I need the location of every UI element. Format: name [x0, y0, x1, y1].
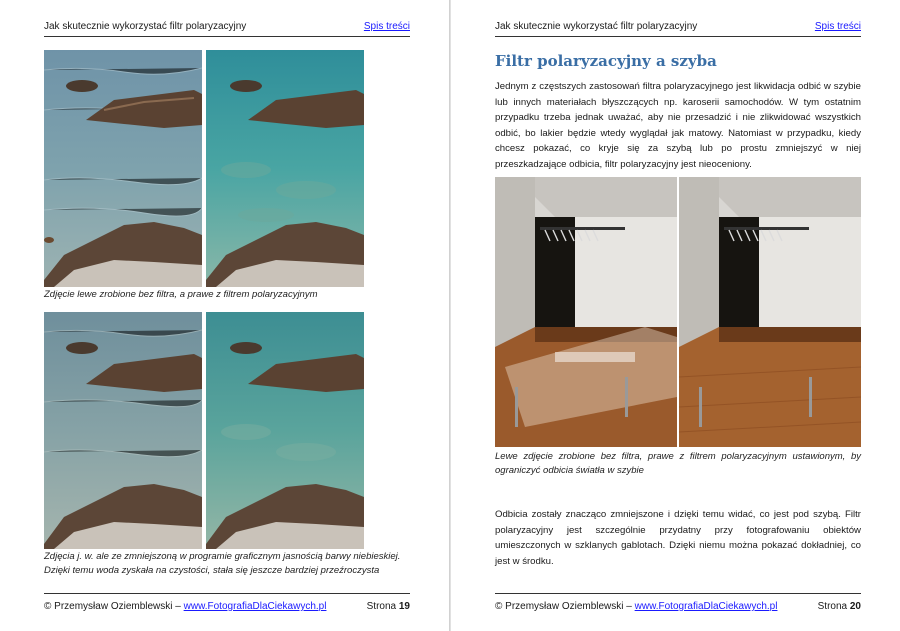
page-footer — [44, 593, 410, 618]
website-link[interactable]: www.FotografiaDlaCiekawych.pl — [634, 601, 778, 612]
sea-rocks-photo-no-filter — [44, 50, 202, 287]
footer-author — [44, 601, 326, 612]
page-footer — [495, 593, 861, 618]
page-19 — [0, 0, 449, 631]
page-number — [818, 601, 861, 612]
sea-rocks-photo-edited-with-polarizer — [206, 312, 364, 549]
section-heading: Filtr polaryzacyjny a szyba — [495, 52, 717, 70]
glass-display-photo-no-filter — [495, 177, 677, 447]
header-title: Jak skutecznie wykorzystać filtr polaryzacyjny — [44, 21, 247, 32]
photo-caption: Lewe zdjęcie zrobione bez filtra, prawe z filtrem polaryzacyjnym ustawionym, by ograniczyć odbicia światła w szybie — [495, 451, 861, 476]
intro-paragraph: Jednym z częstszych zastosowań filtra polaryzacyjnego jest likwidacja odbić w szybie lub innych materiałach błyszczących np. karoserii samochodów. W tym ostatnim przypadku trzeba jednak uważać, aby nie przesadzić i nie zlikwidować wszystkich odbić, bo lakier będzie wtedy wyglądał jak matowy. Natomiast w przypadku, kiedy chcesz pokazać, co kryje się za szybą lub po prostu zmniejszyć w niej przeszkadzające odbicia, filtr polaryzacyjny jest nieoceniony. — [495, 81, 861, 170]
website-link[interactable]: www.FotografiaDlaCiekawych.pl — [183, 601, 327, 612]
page-20 — [451, 0, 900, 631]
footer-author — [495, 601, 777, 612]
author-text: © Przemysław Oziemblewski – — [495, 601, 635, 612]
photo-caption-1: Zdjęcie lewe zrobione bez filtra, a prawe z filtrem polaryzacyjnym — [44, 289, 318, 300]
page-header — [44, 18, 410, 37]
table-of-contents-link[interactable]: Spis treści — [814, 21, 861, 32]
glass-display-photo-with-polarizer — [679, 177, 861, 447]
page-number-value: 19 — [398, 601, 410, 612]
page-header — [495, 18, 861, 37]
closing-paragraph: Odbicia zostały znacząco zmniejszone i dzięki temu widać, co jest pod szybą. Filtr polaryzacyjny jest szczególnie przydatny przy fotografowaniu obiektów umieszczonych w szklanych gablotach. Dzięki niemu można pokazać dokładniej, co jest w środku. — [495, 509, 861, 567]
page-label: Strona — [817, 601, 850, 612]
photo-caption-2: Zdjęcia j. w. ale ze zmniejszoną w programie graficznym jasnością barwy niebieskiej. Dzięki temu woda zyskała na czystości, stała się jeszcze bardziej przeźroczysta — [44, 551, 401, 576]
sea-rocks-photo-with-polarizer — [206, 50, 364, 287]
page-number — [367, 601, 410, 612]
author-text: © Przemysław Oziemblewski – — [44, 601, 184, 612]
header-title: Jak skutecznie wykorzystać filtr polaryzacyjny — [495, 21, 698, 32]
page-label: Strona — [366, 601, 399, 612]
table-of-contents-link[interactable]: Spis treści — [363, 21, 410, 32]
page-number-value: 20 — [849, 601, 861, 612]
sea-rocks-photo-edited-no-filter — [44, 312, 202, 549]
